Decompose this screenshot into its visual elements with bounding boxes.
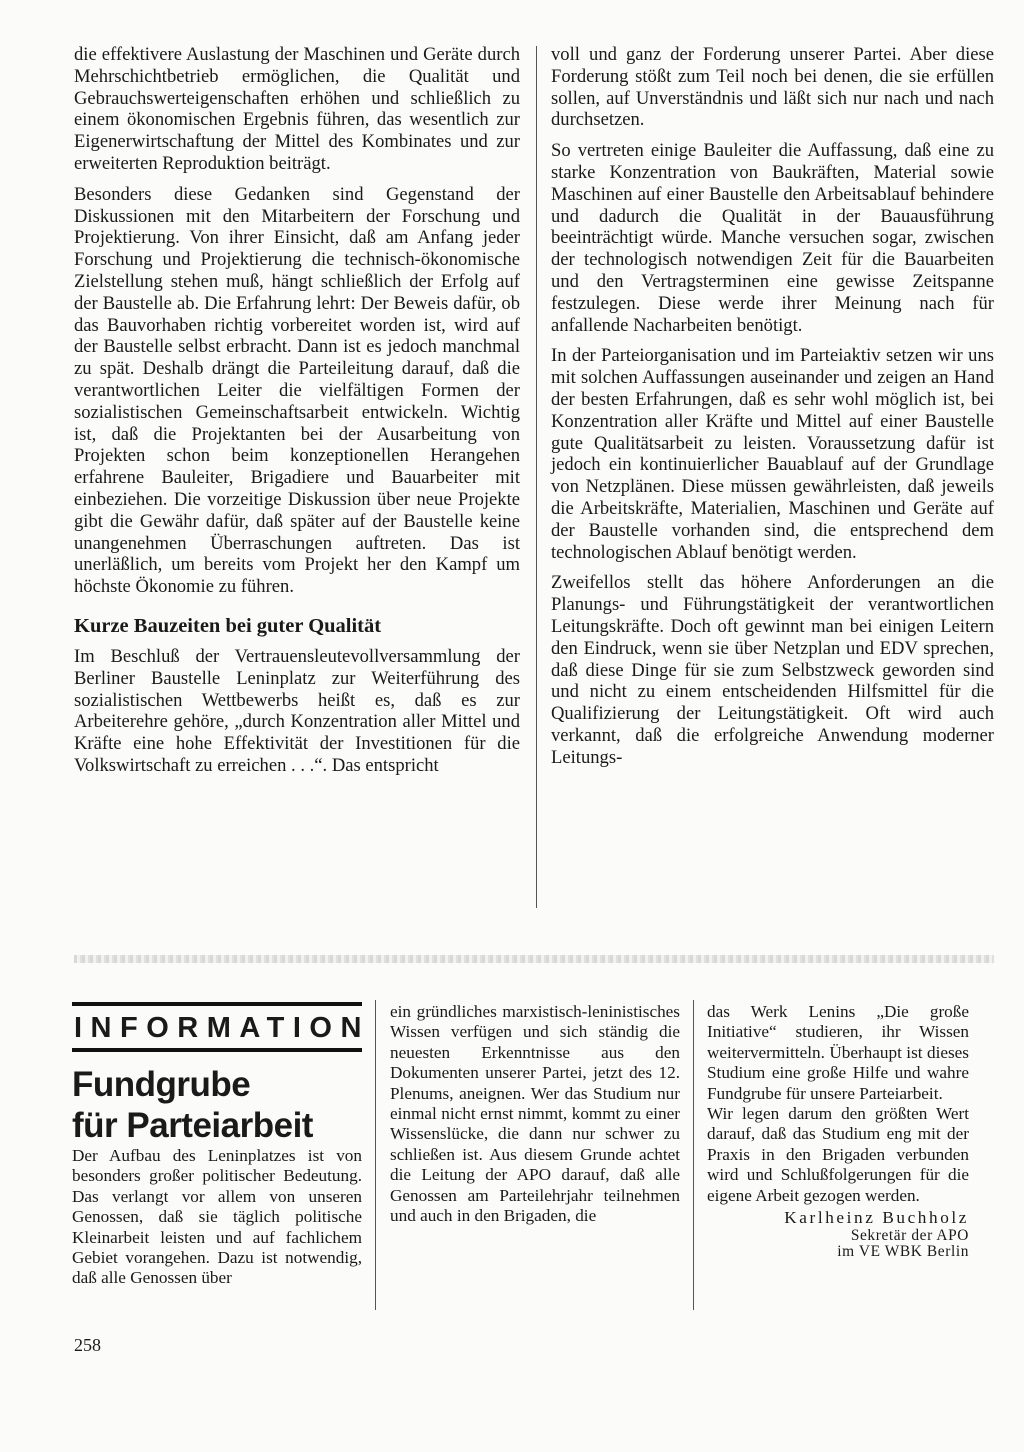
author-role: Sekretär der APO (850, 1227, 969, 1245)
column-divider (693, 1000, 694, 1310)
section-subheading: Kurze Bauzeiten bei guter Qualität (74, 614, 382, 637)
page-number: 258 (74, 1335, 101, 1355)
article-paragraph: Im Beschluß der Vertrauensleutevollversammlung der Berliner Baustelle Leninplatz zur Weiterführung des sozialistischen Wettbewerbs heißt es, daß es zur Arbeiterehre gehöre, „durch Konzentration aller Mittel und Kräfte eine hohe Effektivität der Investitionen für die Volkswirtschaft zu erreichen . . .“. Das entspricht (74, 645, 520, 776)
article-paragraph: In der Parteiorganisation und im Parteiaktiv setzen wir uns mit solchen Auffassungen auseinander und zeigen an Hand der besten Erfahrungen, daß es sehr wohl möglich ist, bei Konzentration aller Kräfte und Mittel auf einer Baustelle gute Qualitätsarbeit zu leisten. Voraussetzung dafür ist jedoch ein kontinuierlicher Bauablauf auf der Grundlage von Netzplänen. Diese müssen gewährleisten, daß jeweils die Arbeitskräfte, Materialien, Maschinen und Geräte auf der Baustelle vorhanden sind, die entsprechend dem technologischen Ablauf benötigt werden. (551, 345, 994, 563)
article-paragraph: Zweifellos stellt das höhere Anforderungen an die Planungs- und Führungstätigkeit der verantwortlichen Leitungskräfte. Doch oft gewinnt man bei einigen Leitern den Eindruck, wenn sie über Netzplan und EDV sprechen, daß diese Dinge für sie zum Selbstzweck geworden sind und nicht zu einem entscheidenden Hilfsmittel für die Qualifizierung der Leitungstätigkeit. Oft wird auch verkannt, daß die erfolgreiche Anwendung moderner Leitungs- (551, 572, 994, 768)
info-column-3 (707, 1002, 969, 1260)
info-label: INFORMATION (74, 1012, 370, 1044)
article-right-column (551, 44, 994, 778)
info-headline-line: für Parteiarbeit (72, 1106, 313, 1145)
section-separator (74, 955, 994, 963)
article-paragraph: die effektivere Auslastung der Maschinen und Geräte durch Mehrschichtbetrieb ermöglichen, die Qualität und Gebrauchswerteigenschaften erhöhen und schließlich zu einem ökonomischen Ergebnis führen, das wesentlich zur Eigenerwirtschaftung der Mittel des Kombinates und zur erweiterten Reproduktion beiträgt. (74, 44, 520, 174)
info-headline-line: Fundgrube (72, 1065, 251, 1104)
column-divider (375, 1000, 376, 1310)
author-affiliation: im VE WBK Berlin (837, 1243, 969, 1261)
info-column-1 (72, 1146, 362, 1289)
article-left-column (74, 44, 520, 786)
article-paragraph: voll und ganz der Forderung unserer Partei. Aber diese Forderung stößt zum Teil noch bei denen, die sie erfüllen sollen, auf Unverständnis und läßt sich nur nach und nach durchsetzen. (551, 44, 994, 131)
article-paragraph: Besonders diese Gedanken sind Gegenstand der Diskussionen mit den Mitarbeitern der Forschung und Projektierung. Von ihrer Einsicht, daß am Anfang jeder Forschung und Projektierung die technisch-ökonomische Zielstellung stehen muß, hängt schließlich der Erfolg auf der Baustelle ab. Die Erfahrung lehrt: Der Beweis dafür, ob das Bauvorhaben richtig vorbereitet worden ist, wird auf der Baustelle selbst erbracht. Dann ist es jedoch manchmal zu spät. Deshalb drängt die Parteileitung darauf, daß die verantwortlichen Leiter die vielfältigen Formen der sozialistischen Gemeinschaftsarbeit entwickeln. Wichtig ist, daß die Projektanten bei der Ausarbeitung von Projekten schon beim konzeptionellen Herangehen erfahrene Bauleiter, Brigadiere und Bauarbeiter mit einbeziehen. Die vorzeitige Diskussion über neue Projekte gibt die Gewähr dafür, daß später auf der Baustelle keine unangenehmen Überraschungen auftreten. Das ist unerläßlich, um bereits vom Projekt her den Kampf um höchste Ökonomie zu führen. (74, 183, 520, 598)
info-paragraph: Wir legen darum den größten Wert darauf, daß das Studium eng mit der Praxis in den Brigaden verbunden wird und Schlußfolgerungen für die eigene Arbeit gezogen werden. (707, 1104, 969, 1205)
column-divider (536, 46, 537, 908)
info-paragraph: Der Aufbau des Leninplatzes ist von besonders großer politischer Bedeutung. Das verlangt vor allem von unseren Genossen, daß sie täglich politische Kleinarbeit leisten und auf fachlichem Gebiet vorangehen. Dazu ist notwendig, daß alle Genossen über (72, 1146, 362, 1288)
author-name: Karlheinz Buchholz (784, 1208, 969, 1228)
info-headline (72, 1064, 362, 1146)
info-paragraph: ein gründliches marxistisch-leninistisches Wissen verfügen und sich ständig die neuesten Erkenntnisse aus den Dokumenten unserer Partei, jetzt des 12. Plenums, aneignen. Wer das Studium nur einmal nicht ernst nimmt, kommt zu einer Wissenslücke, die dann nur schwer zu schließen ist. Aus diesem Grunde achtet die Leitung der APO darauf, daß alle Genossen am Parteilehrjahr teilnehmen und auch in den Brigaden, die (390, 1002, 680, 1226)
rule-bottom (72, 1048, 362, 1052)
info-paragraph: das Werk Lenins „Die große Initiative“ studieren, ihr Wissen weitervermitteln. Überhaupt ist dieses Studium eine große Hilfe und wahre Fundgrube für unsere Parteiarbeit. (707, 1002, 969, 1103)
info-column-2 (390, 1002, 680, 1226)
info-box-header (72, 1002, 370, 1146)
article-paragraph: So vertreten einige Bauleiter die Auffassung, daß eine zu starke Konzentration von Baukräften, Material sowie Maschinen auf einer Baustelle den Arbeitsablauf behindere und dadurch die Qualität in der Bauausführung beeinträchtigt würde. Manche versuchen sogar, zwischen der technologisch notwendigen Zeit für die Bauarbeiten und den Vertragsterminen eine gewisse Zeitspanne festzulegen. Diese werde ihrer Meinung nach für anfallende Nacharbeiten benötigt. (551, 140, 994, 336)
